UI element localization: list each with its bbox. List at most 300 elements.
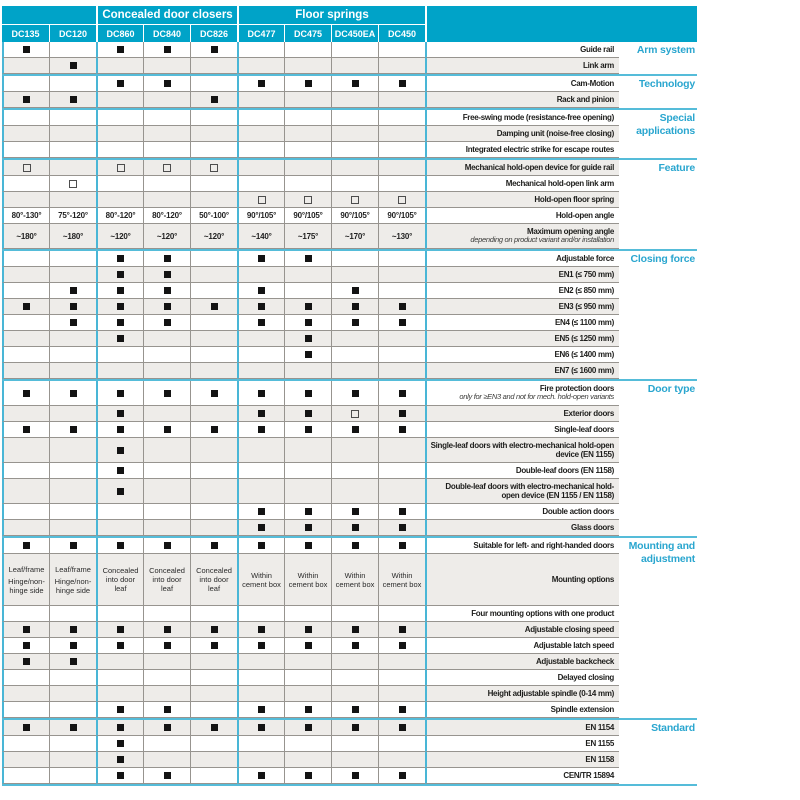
table-row-en2-850-mm [2, 283, 619, 299]
empty-cell [331, 176, 378, 192]
feature-cell [96, 299, 143, 315]
filled-square-icon [352, 319, 359, 326]
row-label-cell [425, 142, 619, 158]
filled-square-icon [258, 772, 265, 779]
empty-cell [378, 92, 425, 108]
filled-square-icon [258, 319, 265, 326]
table-row-en5-1250-mm [2, 331, 619, 347]
empty-cell [284, 438, 331, 463]
column-group-header-concealed-door-closers: Concealed door closers [96, 6, 237, 24]
empty-cell [49, 142, 96, 158]
cell-value: 90°/105° [340, 211, 370, 220]
feature-cell [2, 160, 49, 176]
empty-cell [49, 686, 96, 702]
empty-cell [143, 654, 190, 670]
feature-cell [2, 654, 49, 670]
filled-square-icon [211, 724, 218, 731]
row-label-cell [425, 670, 619, 686]
cell-value: ~170° [344, 231, 366, 241]
filled-square-icon [117, 426, 124, 433]
feature-cell [331, 638, 378, 654]
empty-cell [331, 160, 378, 176]
filled-square-icon [117, 271, 124, 278]
table-row-single-leaf-doors-with-electro-mechanical-hold-open-device-en-1155 [2, 438, 619, 463]
empty-cell [49, 702, 96, 718]
empty-cell [190, 670, 237, 686]
filled-square-icon [352, 524, 359, 531]
feature-cell [331, 299, 378, 315]
cell-value: 90°/105° [293, 211, 323, 220]
empty-cell [284, 363, 331, 379]
table-row-cam-motion [2, 76, 619, 92]
empty-cell [143, 736, 190, 752]
table-row-exterior-doors [2, 406, 619, 422]
row-label-cell [425, 176, 619, 192]
empty-cell [49, 160, 96, 176]
filled-square-icon [164, 426, 171, 433]
row-label: Hold-open floor spring [534, 194, 614, 204]
cell-value: Concealed into door leaf [102, 566, 139, 593]
row-label-cell [425, 299, 619, 315]
empty-cell [143, 438, 190, 463]
row-label-cell [425, 638, 619, 654]
value-cell [190, 224, 237, 249]
feature-cell [190, 720, 237, 736]
empty-cell [237, 363, 284, 379]
row-label-cell [425, 463, 619, 479]
empty-cell [378, 110, 425, 126]
row-label: Integrated electric strike for escape routes [465, 144, 614, 154]
feature-cell [143, 638, 190, 654]
row-label-cell [425, 160, 619, 176]
feature-cell [190, 538, 237, 554]
empty-cell [284, 142, 331, 158]
table-row-link-arm [2, 58, 619, 74]
row-label-cell [425, 224, 619, 249]
filled-square-icon [399, 80, 406, 87]
empty-cell [96, 110, 143, 126]
empty-cell [190, 126, 237, 142]
table-row-double-leaf-doors-en-1158 [2, 463, 619, 479]
filled-square-icon [117, 706, 124, 713]
filled-square-icon [164, 626, 171, 633]
row-label: Adjustable backcheck [535, 656, 614, 666]
feature-cell [96, 76, 143, 92]
feature-cell [96, 422, 143, 438]
empty-cell [331, 736, 378, 752]
feature-cell [143, 768, 190, 784]
cell-value: Concealed into door leaf [149, 566, 185, 593]
empty-cell [49, 438, 96, 463]
filled-square-icon [117, 467, 124, 474]
filled-square-icon [164, 80, 171, 87]
table-row-en1-750-mm [2, 267, 619, 283]
section-rows [2, 42, 619, 74]
feature-cell [284, 299, 331, 315]
value-cell [284, 224, 331, 249]
empty-cell [190, 504, 237, 520]
feature-cell [49, 283, 96, 299]
filled-square-icon [164, 255, 171, 262]
row-label-cell [425, 686, 619, 702]
feature-cell [284, 406, 331, 422]
feature-cell [237, 622, 284, 638]
filled-square-icon [399, 642, 406, 649]
empty-cell [143, 606, 190, 622]
feature-cell [331, 315, 378, 331]
row-label: Height adjustable spindle (0-14 mm) [487, 688, 614, 698]
column-header-dc826: DC826 [190, 25, 237, 42]
empty-cell [331, 42, 378, 58]
feature-cell [143, 299, 190, 315]
filled-square-icon [258, 724, 265, 731]
filled-square-icon [352, 724, 359, 731]
feature-cell [143, 251, 190, 267]
feature-cell [284, 702, 331, 718]
row-label: Fire protection doors [539, 383, 614, 393]
filled-square-icon [117, 390, 124, 397]
row-sublabel: depending on product variant and/or installation [470, 235, 614, 245]
feature-cell [331, 622, 378, 638]
feature-cell [237, 315, 284, 331]
feature-cell [96, 638, 143, 654]
empty-cell [143, 363, 190, 379]
row-label: EN 1158 [585, 754, 614, 764]
row-label-cell [425, 192, 619, 208]
value-cell [2, 554, 49, 606]
cell-value: 90°/105° [387, 211, 417, 220]
empty-cell [237, 331, 284, 347]
feature-cell [237, 768, 284, 784]
filled-square-icon [70, 426, 77, 433]
feature-cell [143, 622, 190, 638]
empty-cell [378, 251, 425, 267]
row-label: EN2 (≤ 850 mm) [558, 285, 614, 295]
feature-cell [331, 504, 378, 520]
empty-cell [143, 406, 190, 422]
feature-cell [331, 538, 378, 554]
feature-cell [190, 381, 237, 406]
row-label-cell [425, 251, 619, 267]
feature-cell [331, 768, 378, 784]
empty-cell [190, 520, 237, 536]
feature-cell [237, 702, 284, 718]
filled-square-icon [352, 508, 359, 515]
empty-cell [190, 192, 237, 208]
empty-cell [2, 267, 49, 283]
filled-square-icon [258, 287, 265, 294]
row-label-cell [425, 479, 619, 504]
feature-cell [284, 504, 331, 520]
empty-cell [143, 463, 190, 479]
filled-square-icon [23, 542, 30, 549]
empty-cell [96, 606, 143, 622]
row-label: Rack and pinion [556, 94, 614, 104]
feature-cell [331, 720, 378, 736]
section-door-type [2, 379, 697, 536]
feature-cell [284, 638, 331, 654]
table-row-mounting-options [2, 554, 619, 606]
value-cell [143, 208, 190, 224]
row-label-cell [425, 406, 619, 422]
filled-square-icon [399, 319, 406, 326]
section-rows [2, 76, 619, 108]
feature-cell [96, 768, 143, 784]
row-label-cell [425, 76, 619, 92]
empty-cell [284, 267, 331, 283]
filled-square-icon [117, 542, 124, 549]
empty-cell [96, 670, 143, 686]
filled-square-icon [352, 80, 359, 87]
cell-value: 80°-130° [11, 211, 42, 220]
filled-square-icon [258, 303, 265, 310]
empty-cell [331, 670, 378, 686]
section-category-label: Closing force [619, 251, 697, 379]
row-label: Single-leaf doors with electro-mechanical hold-open device (EN 1155) [430, 440, 614, 459]
filled-square-icon [70, 626, 77, 633]
value-cell [237, 208, 284, 224]
empty-cell [190, 110, 237, 126]
empty-cell [331, 58, 378, 74]
empty-cell [190, 606, 237, 622]
value-cell [49, 224, 96, 249]
empty-cell [237, 686, 284, 702]
feature-cell [96, 42, 143, 58]
filled-square-icon [352, 390, 359, 397]
feature-cell [284, 331, 331, 347]
empty-cell [237, 58, 284, 74]
empty-cell [190, 479, 237, 504]
empty-cell [2, 438, 49, 463]
filled-square-icon [164, 287, 171, 294]
empty-cell [49, 126, 96, 142]
empty-cell [378, 606, 425, 622]
empty-cell [49, 479, 96, 504]
filled-square-icon [117, 303, 124, 310]
feature-cell [143, 283, 190, 299]
row-label: Four mounting options with one product [471, 608, 614, 618]
empty-cell [143, 479, 190, 504]
filled-square-icon [164, 271, 171, 278]
filled-square-icon [164, 46, 171, 53]
empty-cell [284, 160, 331, 176]
empty-cell [237, 142, 284, 158]
empty-cell [378, 686, 425, 702]
table-row-free-swing-mode-resistance-free-opening [2, 110, 619, 126]
empty-cell [378, 654, 425, 670]
filled-square-icon [305, 390, 312, 397]
feature-cell [378, 76, 425, 92]
row-label: Adjustable closing speed [524, 624, 614, 634]
filled-square-icon [117, 740, 124, 747]
filled-square-icon [399, 508, 406, 515]
filled-square-icon [211, 642, 218, 649]
filled-square-icon [23, 642, 30, 649]
feature-cell [2, 622, 49, 638]
empty-cell [190, 702, 237, 718]
table-row-adjustable-closing-speed [2, 622, 619, 638]
feature-cell [378, 504, 425, 520]
table-row-glass-doors [2, 520, 619, 536]
empty-cell [378, 160, 425, 176]
feature-cell [49, 654, 96, 670]
empty-cell [2, 283, 49, 299]
empty-cell [190, 463, 237, 479]
empty-cell [284, 126, 331, 142]
empty-cell [143, 686, 190, 702]
empty-cell [49, 504, 96, 520]
empty-cell [96, 142, 143, 158]
feature-cell [2, 422, 49, 438]
feature-cell [284, 768, 331, 784]
empty-cell [190, 331, 237, 347]
table-row-double-leaf-doors-with-electro-mechanical-hold-open-device-en-1155-en-1158 [2, 479, 619, 504]
section-category-label: Mounting and adjustment [619, 538, 697, 718]
empty-cell [237, 438, 284, 463]
open-square-icon [163, 164, 171, 172]
value-cell [378, 208, 425, 224]
open-square-icon [398, 196, 406, 204]
empty-cell [49, 192, 96, 208]
empty-cell [2, 331, 49, 347]
feature-cell [237, 283, 284, 299]
feature-cell [284, 538, 331, 554]
value-cell [96, 224, 143, 249]
filled-square-icon [258, 390, 265, 397]
empty-cell [190, 283, 237, 299]
filled-square-icon [352, 542, 359, 549]
row-label: EN 1155 [585, 738, 614, 748]
filled-square-icon [23, 626, 30, 633]
empty-cell [2, 76, 49, 92]
feature-cell [378, 381, 425, 406]
empty-cell [2, 504, 49, 520]
filled-square-icon [117, 488, 124, 495]
empty-cell [190, 251, 237, 267]
cell-value: ~180° [16, 231, 37, 241]
feature-cell [143, 42, 190, 58]
filled-square-icon [305, 80, 312, 87]
value-cell [96, 208, 143, 224]
empty-cell [2, 58, 49, 74]
row-label-cell [425, 315, 619, 331]
empty-cell [96, 192, 143, 208]
row-label-cell [425, 654, 619, 670]
feature-cell [2, 92, 49, 108]
table-row-cen-tr-15894 [2, 768, 619, 784]
empty-cell [331, 251, 378, 267]
cell-value: ~140° [251, 231, 272, 241]
value-cell [190, 554, 237, 606]
empty-cell [2, 752, 49, 768]
feature-cell [378, 720, 425, 736]
feature-cell [237, 192, 284, 208]
empty-cell [378, 479, 425, 504]
section-rows [2, 720, 619, 784]
feature-cell [143, 381, 190, 406]
cell-value: Leaf/frame Hinge/non-hinge side [54, 564, 92, 595]
empty-cell [284, 42, 331, 58]
feature-cell [237, 720, 284, 736]
table-row-en-1155 [2, 736, 619, 752]
empty-cell [331, 363, 378, 379]
row-label-cell [425, 702, 619, 718]
feature-cell [331, 381, 378, 406]
table-row-height-adjustable-spindle-0-14-mm [2, 686, 619, 702]
column-header-dc135: DC135 [2, 25, 49, 42]
section-rows [2, 381, 619, 536]
empty-cell [190, 752, 237, 768]
row-label: Cam-Motion [570, 78, 614, 88]
feature-cell [237, 299, 284, 315]
value-cell [2, 208, 49, 224]
filled-square-icon [305, 626, 312, 633]
table-row-damping-unit-noise-free-closing [2, 126, 619, 142]
filled-square-icon [70, 658, 77, 665]
empty-cell [190, 142, 237, 158]
filled-square-icon [399, 542, 406, 549]
empty-cell [237, 267, 284, 283]
feature-cell [237, 520, 284, 536]
feature-cell [96, 479, 143, 504]
table-header-filler [425, 6, 697, 42]
filled-square-icon [352, 642, 359, 649]
empty-cell [378, 331, 425, 347]
feature-cell [143, 720, 190, 736]
filled-square-icon [70, 62, 77, 69]
empty-cell [49, 363, 96, 379]
filled-square-icon [23, 724, 30, 731]
row-label: Damping unit (noise-free closing) [496, 128, 614, 138]
open-square-icon [351, 410, 359, 418]
feature-cell [190, 622, 237, 638]
section-category-label: Special applications [619, 110, 697, 158]
filled-square-icon [305, 410, 312, 417]
row-label-cell [425, 736, 619, 752]
filled-square-icon [164, 303, 171, 310]
feature-cell [49, 422, 96, 438]
feature-cell [378, 520, 425, 536]
cell-value: Leaf/frame Hinge/non-hinge side [8, 564, 45, 595]
filled-square-icon [258, 426, 265, 433]
cell-value: ~120° [110, 231, 131, 241]
row-label-cell [425, 110, 619, 126]
open-square-icon [258, 196, 266, 204]
empty-cell [284, 463, 331, 479]
filled-square-icon [23, 426, 30, 433]
table-row-single-leaf-doors [2, 422, 619, 438]
filled-square-icon [399, 626, 406, 633]
empty-cell [237, 160, 284, 176]
empty-cell [2, 315, 49, 331]
empty-cell [190, 315, 237, 331]
empty-cell [49, 768, 96, 784]
empty-cell [49, 463, 96, 479]
empty-cell [2, 192, 49, 208]
empty-cell [331, 654, 378, 670]
filled-square-icon [70, 303, 77, 310]
empty-cell [378, 736, 425, 752]
value-cell [237, 224, 284, 249]
section-rows [2, 160, 619, 249]
cell-value: Within cement box [335, 570, 375, 589]
feature-cell [284, 315, 331, 331]
filled-square-icon [399, 724, 406, 731]
empty-cell [378, 42, 425, 58]
value-cell [96, 554, 143, 606]
filled-square-icon [70, 319, 77, 326]
filled-square-icon [352, 303, 359, 310]
